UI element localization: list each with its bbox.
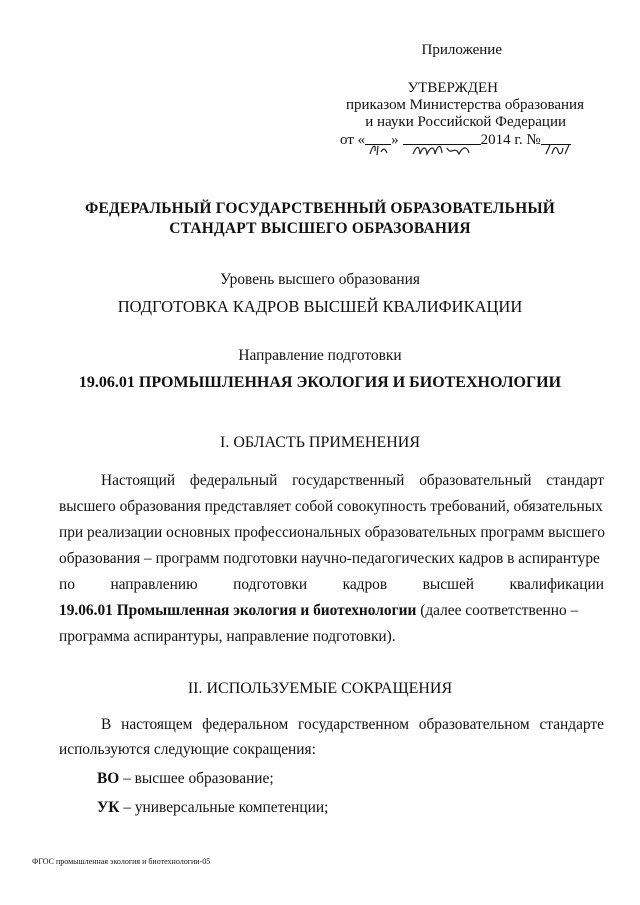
education-level-value: ПОДГОТОВКА КАДРОВ ВЫСШЕЙ КВАЛИФИКАЦИИ (117, 297, 523, 316)
abbreviation-definition: – высшее образование; (119, 770, 274, 787)
word: федеральный (189, 472, 278, 489)
paragraph-line: используются следующие сокращения: (59, 741, 316, 758)
handwriting-mark (411, 142, 489, 158)
paragraph-line (59, 574, 604, 596)
word: образовательном (418, 716, 530, 733)
word: направлению (110, 576, 198, 593)
word: Настоящий (101, 472, 176, 489)
section-1-heading: I. ОБЛАСТЬ ПРИМЕНЕНИЯ (219, 434, 421, 451)
document-title-line-1: ФЕДЕРАЛЬНЫЙ ГОСУДАРСТВЕННЫЙ ОБРАЗОВАТЕЛЬНЫЙ (84, 200, 556, 217)
word: подготовки (233, 576, 308, 593)
program-name-suffix: (далее соответственно – (416, 602, 579, 619)
direction-value: 19.06.01 ПРОМЫШЛЕННАЯ ЭКОЛОГИЯ И БИОТЕХНОЛОГИИ (78, 374, 562, 391)
handwriting-mark (367, 142, 393, 158)
education-level-label: Уровень высшего образования (220, 271, 420, 288)
paragraph-line: при реализации основных профессиональных образовательных программ высшего (59, 524, 605, 541)
order-date-line (340, 131, 571, 149)
word: настоящем (121, 716, 193, 733)
handwritten-month (403, 144, 481, 145)
word: по (59, 576, 75, 593)
word: государственном (298, 716, 409, 733)
abbreviation-term: ВО (97, 770, 120, 787)
section-2-paragraph (59, 714, 604, 819)
paragraph-line: высшего образования представляет собой совокупность требований, обязательных (59, 498, 603, 515)
word: стандарте (539, 716, 604, 733)
word: высшей (422, 576, 475, 593)
word: образовательный (419, 472, 532, 489)
date-year: 2014 г. № (480, 132, 541, 148)
word: государственный (292, 472, 405, 489)
abbreviation-term: УК (97, 799, 120, 816)
handwriting-mark (543, 142, 573, 158)
word: федеральном (202, 716, 289, 733)
document-title-line-2: СТАНДАРТ ВЫСШЕГО ОБРАЗОВАНИЯ (169, 220, 471, 237)
paragraph-line: программа аспирантуры, направление подготовки). (59, 628, 396, 645)
approved-label: УТВЕРЖДЕН (407, 80, 498, 96)
page-footer: ФГОС промышленная экология и биотехнологии-05 (32, 857, 211, 866)
paragraph-line (59, 600, 604, 622)
order-line-1: приказом Министерства образования (346, 97, 584, 113)
word: В (101, 716, 112, 733)
paragraph-line: образования – программ подготовки научно-педагогических кадров в аспирантуре (59, 550, 600, 567)
paragraph-line (59, 470, 604, 492)
order-line-2: и науки Российской Федерации (365, 114, 566, 130)
abbreviation-item (59, 768, 604, 790)
paragraph-line (59, 714, 604, 736)
appendix-label: Приложение (421, 42, 502, 58)
date-prefix: от « (340, 132, 366, 148)
abbreviation-definition: – универсальные компетенции; (119, 799, 329, 816)
handwritten-order-number (541, 144, 571, 145)
word: кадров (342, 576, 388, 593)
word: стандарт (546, 472, 604, 489)
section-2-heading: II. ИСПОЛЬЗУЕМЫЕ СОКРАЩЕНИЯ (187, 680, 453, 697)
handwritten-day (365, 144, 391, 145)
abbreviation-item (59, 797, 604, 819)
date-mid: » (391, 132, 399, 148)
program-name-bold: 19.06.01 Промышленная экология и биотехнологии (59, 602, 417, 619)
word: квалификации (509, 576, 604, 593)
direction-label: Направление подготовки (238, 347, 402, 364)
section-1-paragraph (59, 470, 604, 648)
